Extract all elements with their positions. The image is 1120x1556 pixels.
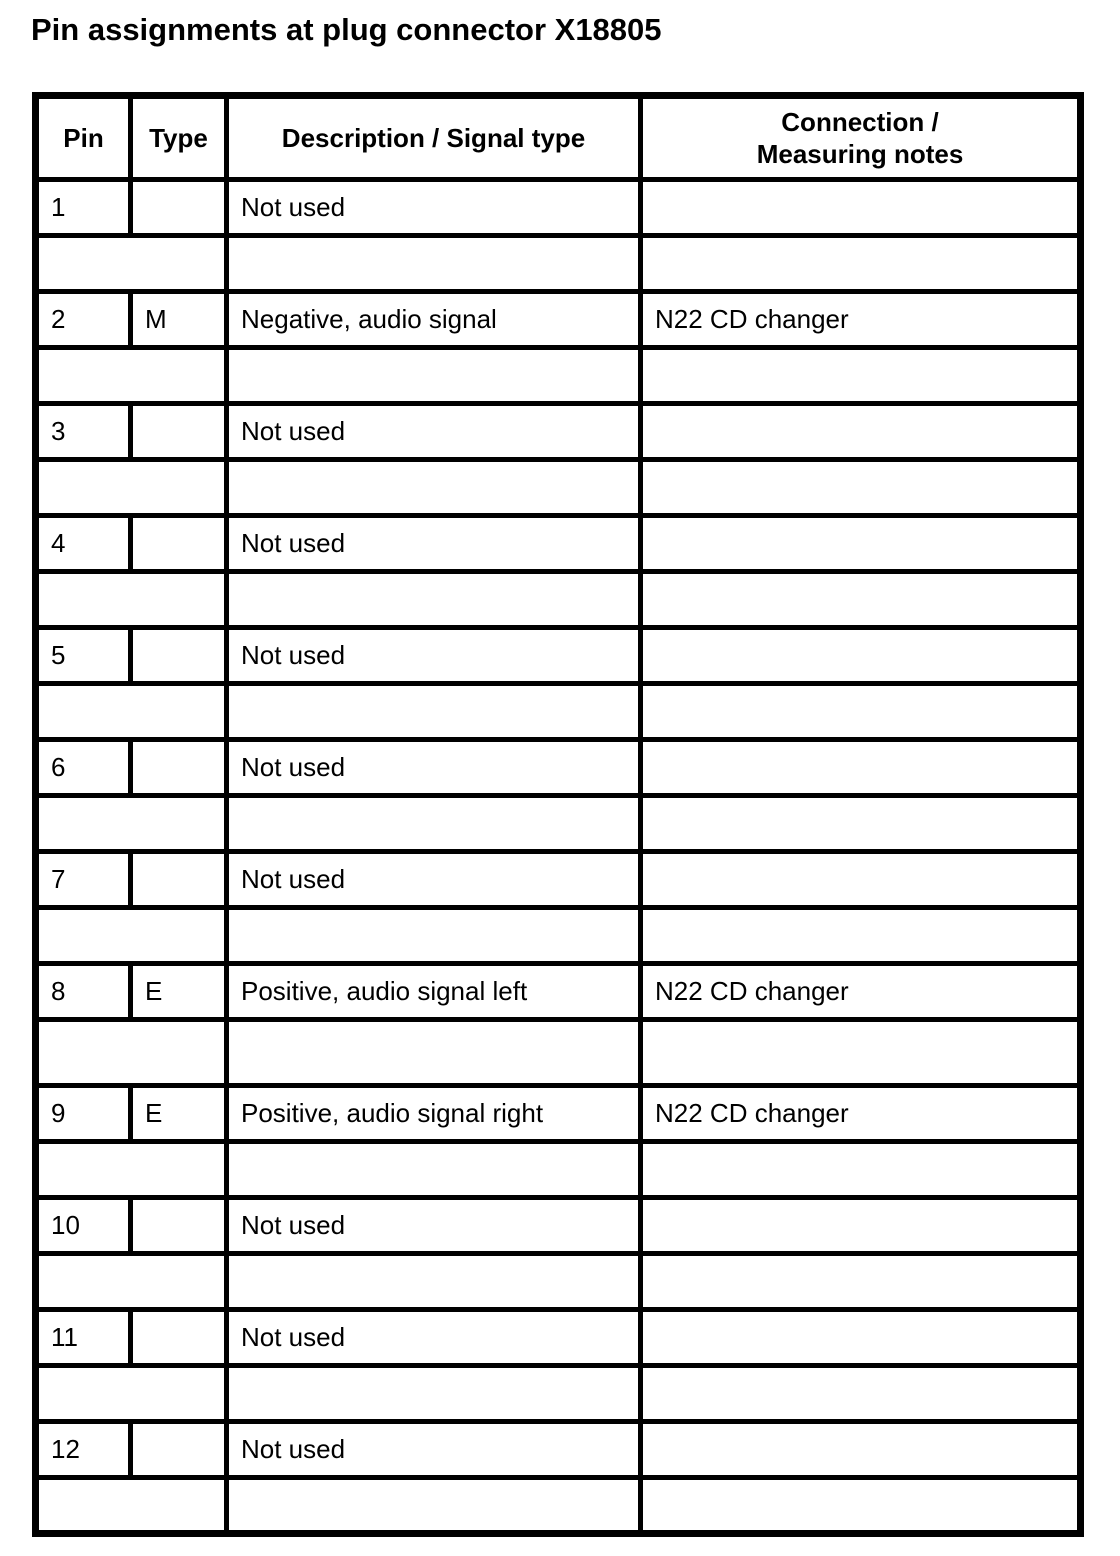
spacer-connection-cell [641,1020,1081,1086]
connection-cell: N22 CD changer [641,292,1081,348]
type-cell [131,1310,227,1366]
spacer-connection-cell [641,1254,1081,1310]
spacer-pin-type-cell [36,1478,227,1534]
spacer-row [36,236,1081,292]
description-cell: Positive, audio signal left [227,964,641,1020]
spacer-description-cell [227,236,641,292]
spacer-pin-type-cell [36,908,227,964]
pin-row-2 [36,292,1081,348]
spacer-description-cell [227,1478,641,1534]
pin-cell: 5 [36,628,131,684]
spacer-connection-cell [641,236,1081,292]
spacer-description-cell [227,908,641,964]
spacer-description-cell [227,1366,641,1422]
connection-cell: N22 CD changer [641,964,1081,1020]
connection-cell [641,740,1081,796]
spacer-pin-type-cell [36,348,227,404]
spacer-row [36,460,1081,516]
type-cell: E [131,1086,227,1142]
pin-row-9 [36,1086,1081,1142]
connection-cell [641,516,1081,572]
spacer-description-cell [227,460,641,516]
pin-cell: 11 [36,1310,131,1366]
description-cell: Not used [227,516,641,572]
spacer-row [36,1142,1081,1198]
pin-row-6 [36,740,1081,796]
spacer-row [36,1478,1081,1534]
type-cell [131,852,227,908]
description-cell: Negative, audio signal [227,292,641,348]
spacer-connection-cell [641,460,1081,516]
spacer-description-cell [227,1142,641,1198]
type-cell: M [131,292,227,348]
spacer-pin-type-cell [36,1020,227,1086]
spacer-description-cell [227,1254,641,1310]
spacer-pin-type-cell [36,460,227,516]
spacer-row [36,1254,1081,1310]
header-description: Description / Signal type [227,96,641,180]
spacer-pin-type-cell [36,1366,227,1422]
pin-cell: 1 [36,180,131,236]
pin-cell: 10 [36,1198,131,1254]
type-cell [131,404,227,460]
spacer-pin-type-cell [36,796,227,852]
spacer-row [36,1366,1081,1422]
pin-assignment-table [32,92,1084,1537]
pin-table-body [36,180,1081,1534]
spacer-connection-cell [641,348,1081,404]
spacer-description-cell [227,684,641,740]
pin-row-8 [36,964,1081,1020]
connection-cell [641,628,1081,684]
pin-cell: 6 [36,740,131,796]
pin-row-11 [36,1310,1081,1366]
spacer-pin-type-cell [36,1142,227,1198]
description-cell: Positive, audio signal right [227,1086,641,1142]
type-cell [131,628,227,684]
spacer-row [36,348,1081,404]
spacer-pin-type-cell [36,236,227,292]
page-title: Pin assignments at plug connector X18805 [31,12,662,47]
pin-row-10 [36,1198,1081,1254]
description-cell: Not used [227,1198,641,1254]
spacer-description-cell [227,572,641,628]
spacer-row [36,572,1081,628]
header-connection [641,96,1081,180]
pin-row-7 [36,852,1081,908]
pin-cell: 2 [36,292,131,348]
type-cell [131,1198,227,1254]
description-cell: Not used [227,852,641,908]
pin-row-5 [36,628,1081,684]
spacer-connection-cell [641,1142,1081,1198]
spacer-description-cell [227,348,641,404]
spacer-pin-type-cell [36,1254,227,1310]
type-cell [131,516,227,572]
spacer-connection-cell [641,796,1081,852]
description-cell: Not used [227,180,641,236]
description-cell: Not used [227,740,641,796]
pin-row-3 [36,404,1081,460]
spacer-row [36,908,1081,964]
header-connection-line1: Connection / [781,106,939,137]
spacer-connection-cell [641,908,1081,964]
spacer-row [36,796,1081,852]
spacer-description-cell [227,796,641,852]
spacer-connection-cell [641,1366,1081,1422]
pin-cell: 7 [36,852,131,908]
spacer-connection-cell [641,684,1081,740]
spacer-pin-type-cell [36,572,227,628]
pin-cell: 3 [36,404,131,460]
description-cell: Not used [227,1310,641,1366]
connection-cell [641,1198,1081,1254]
type-cell [131,740,227,796]
pin-row-1 [36,180,1081,236]
type-cell: E [131,964,227,1020]
pin-cell: 12 [36,1422,131,1478]
spacer-description-cell [227,1020,641,1086]
connection-cell [641,852,1081,908]
spacer-connection-cell [641,1478,1081,1534]
spacer-connection-cell [641,572,1081,628]
description-cell: Not used [227,628,641,684]
spacer-pin-type-cell [36,684,227,740]
description-cell: Not used [227,404,641,460]
spacer-row [36,684,1081,740]
spacer-row [36,1020,1081,1086]
description-cell: Not used [227,1422,641,1478]
type-cell [131,180,227,236]
connection-cell [641,1310,1081,1366]
header-pin: Pin [36,96,131,180]
connection-cell [641,404,1081,460]
table-header-row [36,96,1081,180]
connection-cell [641,1422,1081,1478]
pin-row-4 [36,516,1081,572]
connection-cell: N22 CD changer [641,1086,1081,1142]
header-type: Type [131,96,227,180]
header-connection-line2: Measuring notes [756,139,964,169]
pin-cell: 8 [36,964,131,1020]
pin-cell: 9 [36,1086,131,1142]
type-cell [131,1422,227,1478]
pin-cell: 4 [36,516,131,572]
pin-row-12 [36,1422,1081,1478]
connection-cell [641,180,1081,236]
